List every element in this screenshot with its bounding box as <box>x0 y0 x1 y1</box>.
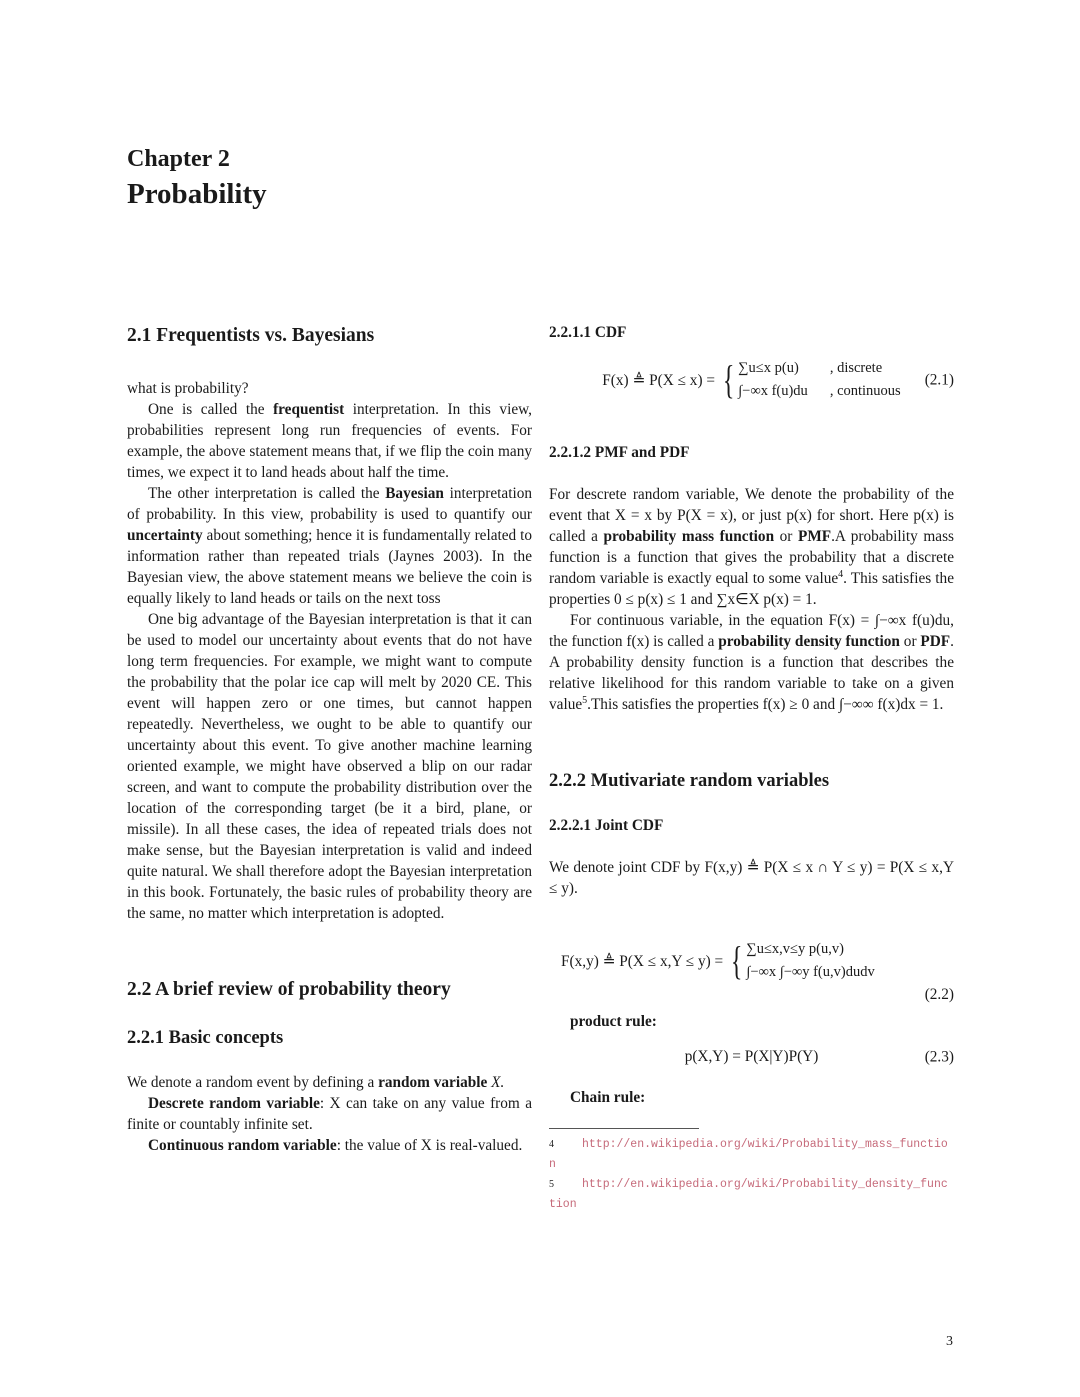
paragraph: Descrete random variable: X can take on any value from a finite or countably infinite set. <box>127 1095 532 1133</box>
footnote-rule <box>549 1128 699 1129</box>
section-heading-2-2: 2.2 A brief review of probability theory <box>127 979 451 1000</box>
subsubsection-heading-pmf: 2.2.1.2 PMF and PDF <box>549 444 690 461</box>
chapter-title: Probability <box>127 178 267 210</box>
footnote-link[interactable]: http://en.wikipedia.org/wiki/Probability_mass_function <box>549 1138 948 1171</box>
brace-glyph: { <box>731 938 743 983</box>
case-row: ∫−∞x ∫−∞y f(u,v)dudv <box>746 964 875 980</box>
brace-glyph: { <box>722 357 735 402</box>
chapter-label: Chapter 2 <box>127 146 230 172</box>
case-row: ∫−∞x f(u)du <box>738 383 808 399</box>
subsection-heading-2-2-1: 2.2.1 Basic concepts <box>127 1028 284 1048</box>
equation-2-1 <box>549 358 954 402</box>
subsubsection-heading-cdf: 2.2.1.1 CDF <box>549 324 627 341</box>
equation-2-2 <box>549 938 954 1003</box>
paragraph: One is called the frequentist interpretation. In this view, probabilities represent long run frequencies of events. For example, the above statement means that, if we flip the coin many times, we expect it to land heads about half the time. <box>127 401 532 481</box>
section-heading-2-1: 2.1 Frequentists vs. Bayesians <box>127 325 375 346</box>
paragraph: For descrete random variable, We denote the probability of the event that X = x by P(X = x), or just p(x) for short. Here p(x) is called a probability mass function or PMF.A probability mass function is a function that gives the probability that a discrete random variable is exactly equal to some value$^4$. This satisfies the properties 0 ≤ p(x) ≤ 1 and ∑x∈X p(x) = 1. <box>549 486 954 608</box>
paragraph: We denote joint CDF by F(x,y) ≜ P(X ≤ x ∩ Y ≤ y) = P(X ≤ x,Y ≤ y). <box>549 859 954 897</box>
equation-2-3 <box>549 1046 954 1067</box>
case-row: ∑u≤x p(u) <box>738 360 799 376</box>
paragraph: The other interpretation is called the Bayesian interpretation of probability. In this view, probability is used to quantify our uncertainty about something; hence it is fundamentally related to information rather than repeated trials (Jaynes 2003). In the Bayesian view, the above statement means we believe the coin is equally likely to land heads or tails on the next toss <box>127 485 532 607</box>
paragraph: what is probability? <box>127 380 249 397</box>
equation-number: (2.1) <box>924 371 954 389</box>
footnote-4: 4 http://en.wikipedia.org/wiki/Probability_mass_function <box>549 1138 948 1171</box>
case-label: , continuous <box>829 383 901 399</box>
equation-number: (2.2) <box>924 986 954 1003</box>
left-column <box>127 322 532 1156</box>
page-number: 3 <box>946 1334 953 1349</box>
paragraph: product rule: <box>570 1013 657 1030</box>
equation-lhs: F(x,y) ≜ P(X ≤ x,Y ≤ y) = <box>561 952 724 970</box>
paragraph: Chain rule: <box>570 1089 646 1106</box>
equation-body: p(X,Y) = P(X|Y)P(Y) <box>684 1048 819 1065</box>
paragraph: One big advantage of the Bayesian interpretation is that it can be used to model our uncertainty about events that do not have long term frequencies. For example, we might want to compute the probability that the polar ice cap will melt by 2020 CE. This event will happen zero or one times, but cannot happen repeatedly. Nevertheless, we ought to be able to quantify our uncertainty about this event. To give another machine learning oriented example, we might have observed a blip on our radar screen, and want to compute the probability distribution over the location of the corresponding target (be it a bird, plane, or missile). In all these cases, the idea of repeated trials does not make sense, but the Bayesian interpretation is valid and indeed quite natural. We shall therefore adopt the Bayesian interpretation in this book. Fortunately, the basic rules of probability theory are the same, no matter which interpretation is adopted. <box>127 611 532 922</box>
footnote-5: 5 http://en.wikipedia.org/wiki/Probability_density_function <box>549 1178 948 1211</box>
right-column <box>549 322 954 1215</box>
paragraph: Continuous random variable: the value of X is real-valued. <box>148 1137 523 1154</box>
case-row: ∑u≤x,v≤y p(u,v) <box>746 941 844 957</box>
case-label: , discrete <box>829 360 883 376</box>
equation-number: (2.3) <box>924 1048 954 1065</box>
paragraph: For continuous variable, in the equation F(x) = ∫−∞x f(u)du, the function f(x) is called a probability density function or PDF. A probability density function is a function that describes the relative likelihood for this random variable to take on a given value$^5$.This satisfies the properties f(x) ≥ 0 and ∫−∞∞ f(x)dx = 1. <box>549 612 954 713</box>
footnote-link[interactable]: http://en.wikipedia.org/wiki/Probability_density_function <box>549 1178 948 1211</box>
paragraph: We denote a random event by defining a random variable X. <box>127 1074 505 1091</box>
equation-lhs: F(x) ≜ P(X ≤ x) = <box>602 371 715 389</box>
subsection-heading-2-2-2: 2.2.2 Mutivariate random variables <box>549 771 830 791</box>
subsubsection-heading-joint-cdf: 2.2.2.1 Joint CDF <box>549 817 664 834</box>
